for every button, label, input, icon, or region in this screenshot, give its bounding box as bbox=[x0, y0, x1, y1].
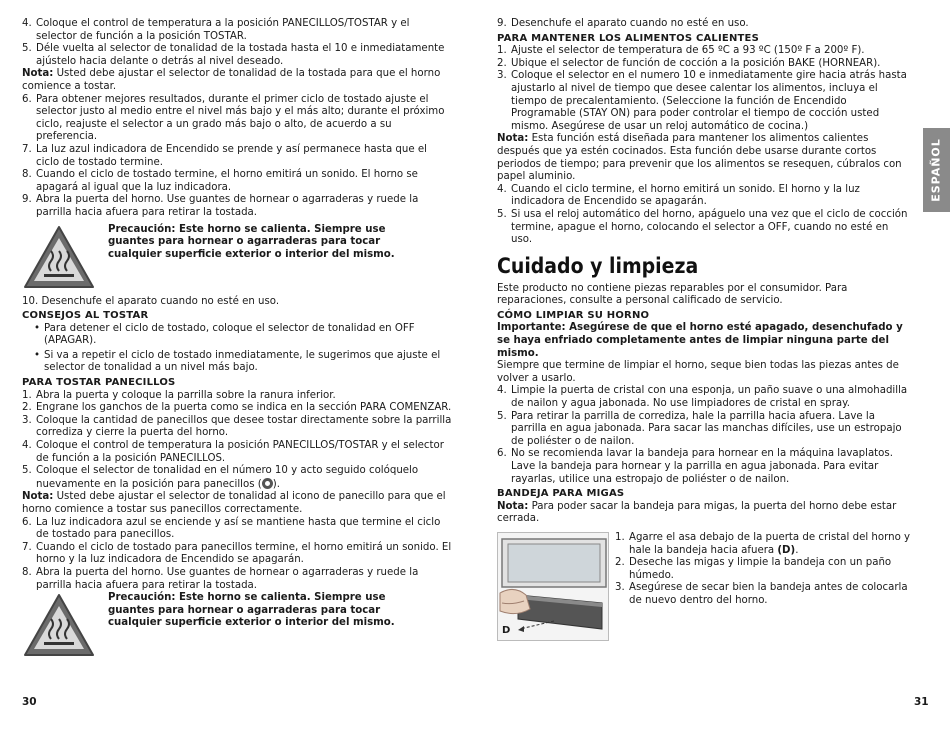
list-item: 10. Desenchufe el aparato cuando no esté en uso. bbox=[22, 295, 280, 307]
list-item: 3. Asegúrese de secar bien la bandeja antes de colocarla de nuevo dentro del horno. bbox=[615, 582, 908, 606]
paragraph: Siempre que termine de limpiar el horno, seque bien todas las piezas antes de volver a usarlo. bbox=[497, 360, 899, 384]
caution-text: Precaución: Este horno se calienta. Siempre use guantes para hornear o agarraderas para tocar cualquier superficie exterior o interior del mismo. bbox=[108, 223, 395, 260]
list-item: 9. Abra la puerta del horno. Use guantes de hornear o agarraderas y ruede la parrilla hacia afuera para retirar la tostada. bbox=[22, 194, 419, 218]
right-page bbox=[497, 18, 911, 641]
list-item: 7. La luz azul indicadora de Encendido se prende y así permanece hasta que el ciclo de tostado termine. bbox=[22, 143, 427, 168]
caution-block bbox=[22, 224, 452, 290]
important-note: Importante: Asegúrese de que el horno esté apagado, desenchufado y se haya enfriado completamente antes de limpiar ninguna parte del mismo. bbox=[497, 322, 903, 359]
section-heading: PARA TOSTAR PANECILLOS bbox=[22, 377, 176, 389]
figure-label: D bbox=[502, 625, 511, 637]
crumb-tray-illustration bbox=[497, 532, 609, 641]
note: Nota: Usted debe ajustar el selector de tonalidad de la tostada para que el horno comience a tostar. bbox=[22, 68, 441, 92]
list-item: 5. Si usa el reloj automático del horno, apáguelo una vez que el ciclo de cocción termine, apague el horno, colocando el selector a OFF, cuando no esté en uso. bbox=[497, 208, 908, 246]
list-item: 4. Coloque el control de temperatura a la posición PANECILLOS/TOSTAR y el selector de función a la posición TOSTAR. bbox=[22, 18, 410, 42]
list-item: 6. No se recomienda lavar la bandeja para hornear en la máquina lavaplatos. Lave la bandeja para hornear y la parrilla en agua jabonada. Para evitar rayarlas, utilice una estropajo de poliéster o de nailon. bbox=[497, 448, 893, 485]
list-item: 1. Ajuste el selector de temperatura de 65 ºC a 93 ºC (150º F a 200º F). bbox=[497, 45, 865, 57]
page-number: 30 bbox=[22, 696, 37, 708]
list-item: 5. Coloque el selector de tonalidad en el número 10 y acto seguido colóquelo nuevamente en la posición para panecillos ( ). bbox=[22, 465, 419, 490]
list-item: 6. Para obtener mejores resultados, durante el primer ciclo de tostado ajuste el selector justo al medio entre el nivel más bajo y el más alto; durante el próximo ciclo, reajuste el selector a un grado más bajo o alto, de acuerdo a su preferencia. bbox=[22, 93, 445, 143]
bullet-item: • Si va a repetir el ciclo de tostado inmediatamente, le sugerimos que ajuste el selector de tonalidad a un nivel más bajo. bbox=[34, 349, 441, 374]
section-heading: CONSEJOS AL TOSTAR bbox=[22, 310, 149, 322]
list-item: 5. Déle vuelta al selector de tonalidad de la tostada hasta el 10 e inmediatamente ajústelo hacia delante o detrás al nivel deseado. bbox=[22, 43, 445, 67]
list-item: 1. Abra la puerta y coloque la parrilla sobre la ranura inferior. bbox=[22, 389, 336, 401]
caution-block bbox=[22, 592, 452, 658]
crumb-steps bbox=[615, 532, 911, 641]
caution-text: Precaución: Este horno se calienta. Siempre use guantes para hornear o agarraderas para tocar cualquier superficie exterior o interior del mismo. bbox=[108, 592, 395, 629]
language-tab-label: ESPAÑOL bbox=[929, 138, 943, 202]
list-item: 6. La luz indicadora azul se enciende y así se mantiene hasta que termine el ciclo de tostado para panecillos. bbox=[22, 516, 441, 541]
language-tab bbox=[923, 128, 950, 212]
list-item: 9. Desenchufe el aparato cuando no esté en uso. bbox=[497, 18, 749, 29]
list-item: 4. Coloque el control de temperatura la posición PANECILLOS/TOSTAR y el selector de función a la posición PANECILLOS. bbox=[22, 440, 444, 464]
note: Nota: Usted debe ajustar el selector de tonalidad al icono de panecillo para que el horno comience a tostar sus panecillos correctamente. bbox=[22, 491, 446, 515]
list-item: 8. Abra la puerta del horno. Use guantes de hornear o agarraderas y ruede la parrilla hacia afuera para retirar la tostada. bbox=[22, 566, 419, 591]
intro-text: Este producto no contiene piezas reparables por el consumidor. Para reparaciones, consulte a personal calificado de servicio. bbox=[497, 282, 848, 307]
list-item: 2. Ubique el selector de función de cocción a la posición BAKE (HORNEAR). bbox=[497, 57, 881, 69]
list-item: 4. Limpie la puerta de cristal con una esponja, un paño suave o una almohadilla de nailon y agua jabonada. No use limpiadores de cristal en spray. bbox=[497, 385, 908, 410]
list-item: 7. Cuando el ciclo de tostado para panecillos termine, el horno emitirá un sonido. El horno y la luz indicadora de Encendido se apagarán. bbox=[22, 541, 452, 566]
hot-surface-warning-icon bbox=[22, 224, 96, 290]
section-heading: CÓMO LIMPIAR SU HORNO bbox=[497, 309, 650, 321]
bagel-setting-icon bbox=[262, 478, 273, 489]
list-item: 3. Coloque la cantidad de panecillos que desee tostar directamente sobre la parrilla corrediza y cierre la puerta del horno. bbox=[22, 414, 452, 439]
list-item: 3. Coloque el selector en el numero 10 e inmediatamente gire hacia atrás hasta ajustarlo al nivel de tiempo que desee calentar los alimentos, incluya el tiempo de precalentamiento. (Seleccione la función de Encendido Programable (STAY ON) para poder controlar el tiempo de cocción usted mismo. Asegúrese de usar un reloj automático de cocina.) bbox=[497, 70, 907, 132]
hot-surface-warning-icon bbox=[22, 592, 96, 658]
crumb-tray-section bbox=[497, 532, 911, 641]
list-item: 2. Engrane los ganchos de la puerta como se indica en la sección PARA COMENZAR. bbox=[22, 402, 452, 414]
left-page bbox=[22, 18, 452, 664]
section-heading: BANDEJA PARA MIGAS bbox=[497, 488, 625, 500]
note: Nota: Para poder sacar la bandeja para migas, la puerta del horno debe estar cerrada. bbox=[497, 500, 897, 525]
bullet-item: • Para detener el ciclo de tostado, coloque el selector de tonalidad en OFF (APAGAR). bbox=[34, 322, 415, 347]
note: Nota: Esta función está diseñada para mantener los alimentos calientes después que ya estén cocinados. Esta función debe usarse durante cortos periodos de tiempo; para prevenir que los alimentos se resequen, cúbralos con papel aluminio. bbox=[497, 133, 902, 183]
list-item: 4. Cuando el ciclo termine, el horno emitirá un sonido. El horno y la luz indicadora de Encendido se apagarán. bbox=[497, 183, 860, 208]
crumb-tray-drawing bbox=[498, 533, 608, 640]
list-item: 2. Deseche las migas y limpie la bandeja con un paño húmedo. bbox=[615, 557, 892, 581]
list-item: 5. Para retirar la parrilla de corrediza, hale la parrilla hacia afuera. Lave la parrilla en agua jabonada. Para sacar las manchas difíciles, use un estropajo de poliéster o de nailon. bbox=[497, 410, 902, 447]
section-title: Cuidado y limpieza bbox=[497, 253, 699, 278]
list-item: 8. Cuando el ciclo de tostado termine, el horno emitirá un sonido. El horno se apagará al igual que la luz indicadora. bbox=[22, 169, 418, 193]
page-number: 31 bbox=[914, 696, 929, 708]
section-heading: PARA MANTENER LOS ALIMENTOS CALIENTES bbox=[497, 32, 759, 44]
list-item: 1. Agarre el asa debajo de la puerta de cristal del horno y hale la bandeja hacia afuera (D). bbox=[615, 531, 911, 556]
